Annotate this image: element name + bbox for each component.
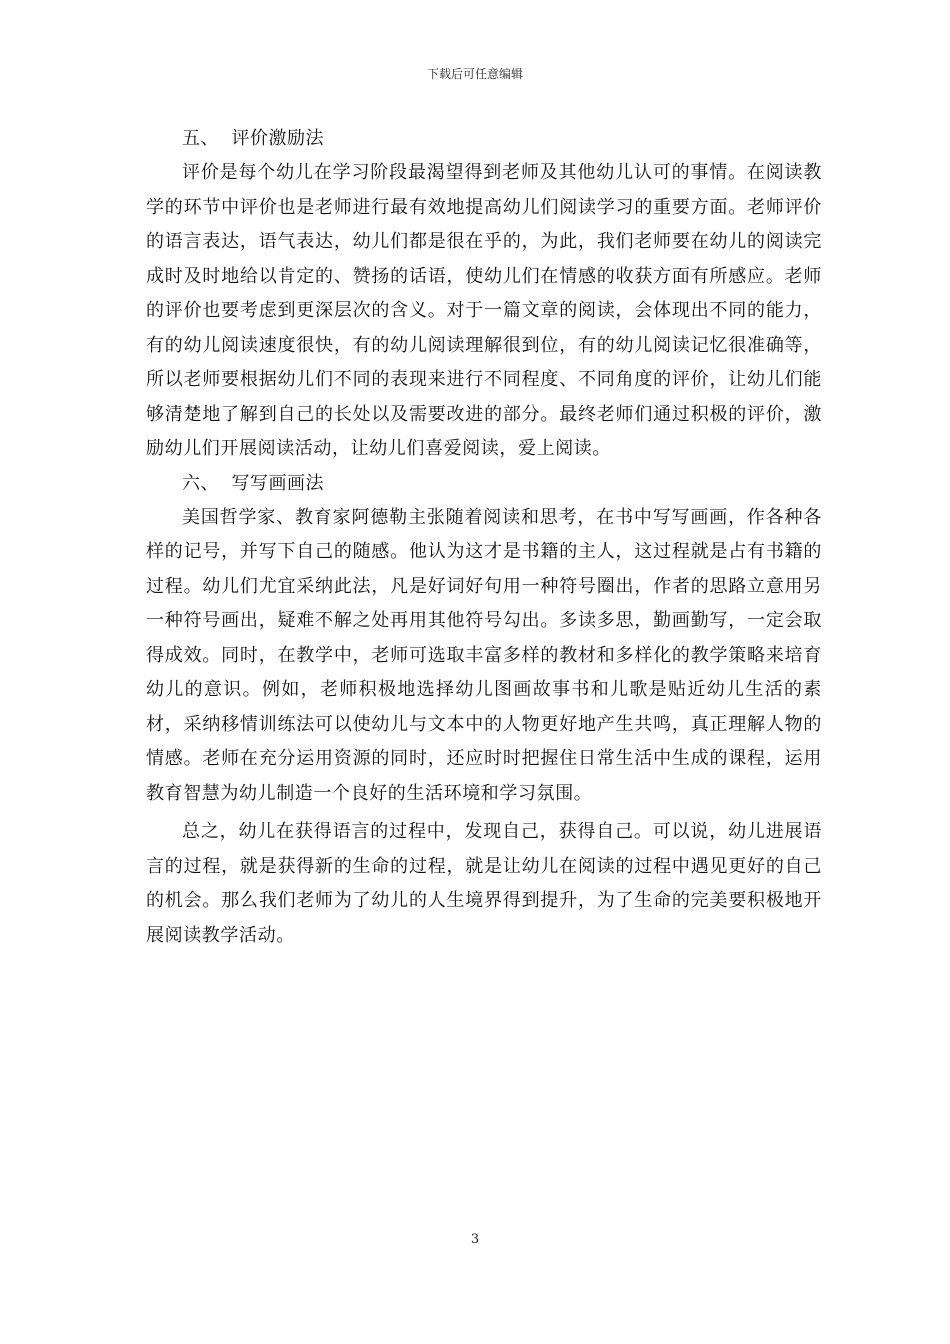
- document-body: [146, 122, 822, 953]
- conclusion-paragraph: 总之，幼儿在获得语言的过程中，发现自己，获得自己。可以说，幼儿进展语言的过程，就是获得新的生命的过程，就是让幼儿在阅读的过程中遇见更好的自己的机会。那么我们老师为了幼儿的人生境界得到提升，为了生命的完美要积极地开展阅读教学活动。: [146, 821, 822, 946]
- section-heading-5: 五、 评价激励法: [182, 128, 324, 149]
- page-number: 3: [470, 1232, 480, 1247]
- page-header: 下载后可任意编辑: [426, 67, 523, 81]
- section-heading-6: 六、 写写画画法: [182, 472, 324, 494]
- section-paragraph-5: 评价是每个幼儿在学习阶段最渴望得到老师及其他幼儿认可的事情。在阅读教学的环节中评价也是老师进行最有效地提高幼儿们阅读学习的重要方面。老师评价的语言表达，语气表达，幼儿们都是很在乎的，为此，我们老师要在幼儿的阅读完成时及时地给以肯定的、赞扬的话语，使幼儿们在情感的收获方面有所感应。老师的评价也要考虑到更深层次的含义。对于一篇文章的阅读，会体现出不同的能力，有的幼儿阅读速度很快，有的幼儿阅读理解很到位，有的幼儿阅读记忆很准确等，所以老师要根据幼儿们不同的表现来进行不同程度、不同角度的评价，让幼儿们能够清楚地了解到自己的长处以及需要改进的部分。最终老师们通过积极的评价，激励幼儿们开展阅读活动，让幼儿们喜爱阅读，爱上阅读。: [146, 162, 822, 459]
- section-paragraph-6: 美国哲学家、教育家阿德勒主张随着阅读和思考，在书中写写画画，作各种各样的记号，并写下自己的随感。他认为这才是书籍的主人，这过程就是占有书籍的过程。幼儿们尤宜采纳此法，凡是好词好句用一种符号圈出，作者的思路立意用另一种符号画出，疑难不解之处再用其他符号勾出。多读多思，勤画勤写，一定会取得成效。同时，在教学中，老师可选取丰富多样的教材和多样化的教学策略来培育幼儿的意识。例如，老师积极地选择幼儿图画故事书和儿歌是贴近幼儿生活的素材，采纳移情训练法可以使幼儿与文本中的人物更好地产生共鸣，真正理解人物的情感。老师在充分运用资源的同时，还应时时把握住日常生活中生成的课程，运用教育智慧为幼儿制造一个良好的生活环境和学习氛围。: [146, 506, 822, 804]
